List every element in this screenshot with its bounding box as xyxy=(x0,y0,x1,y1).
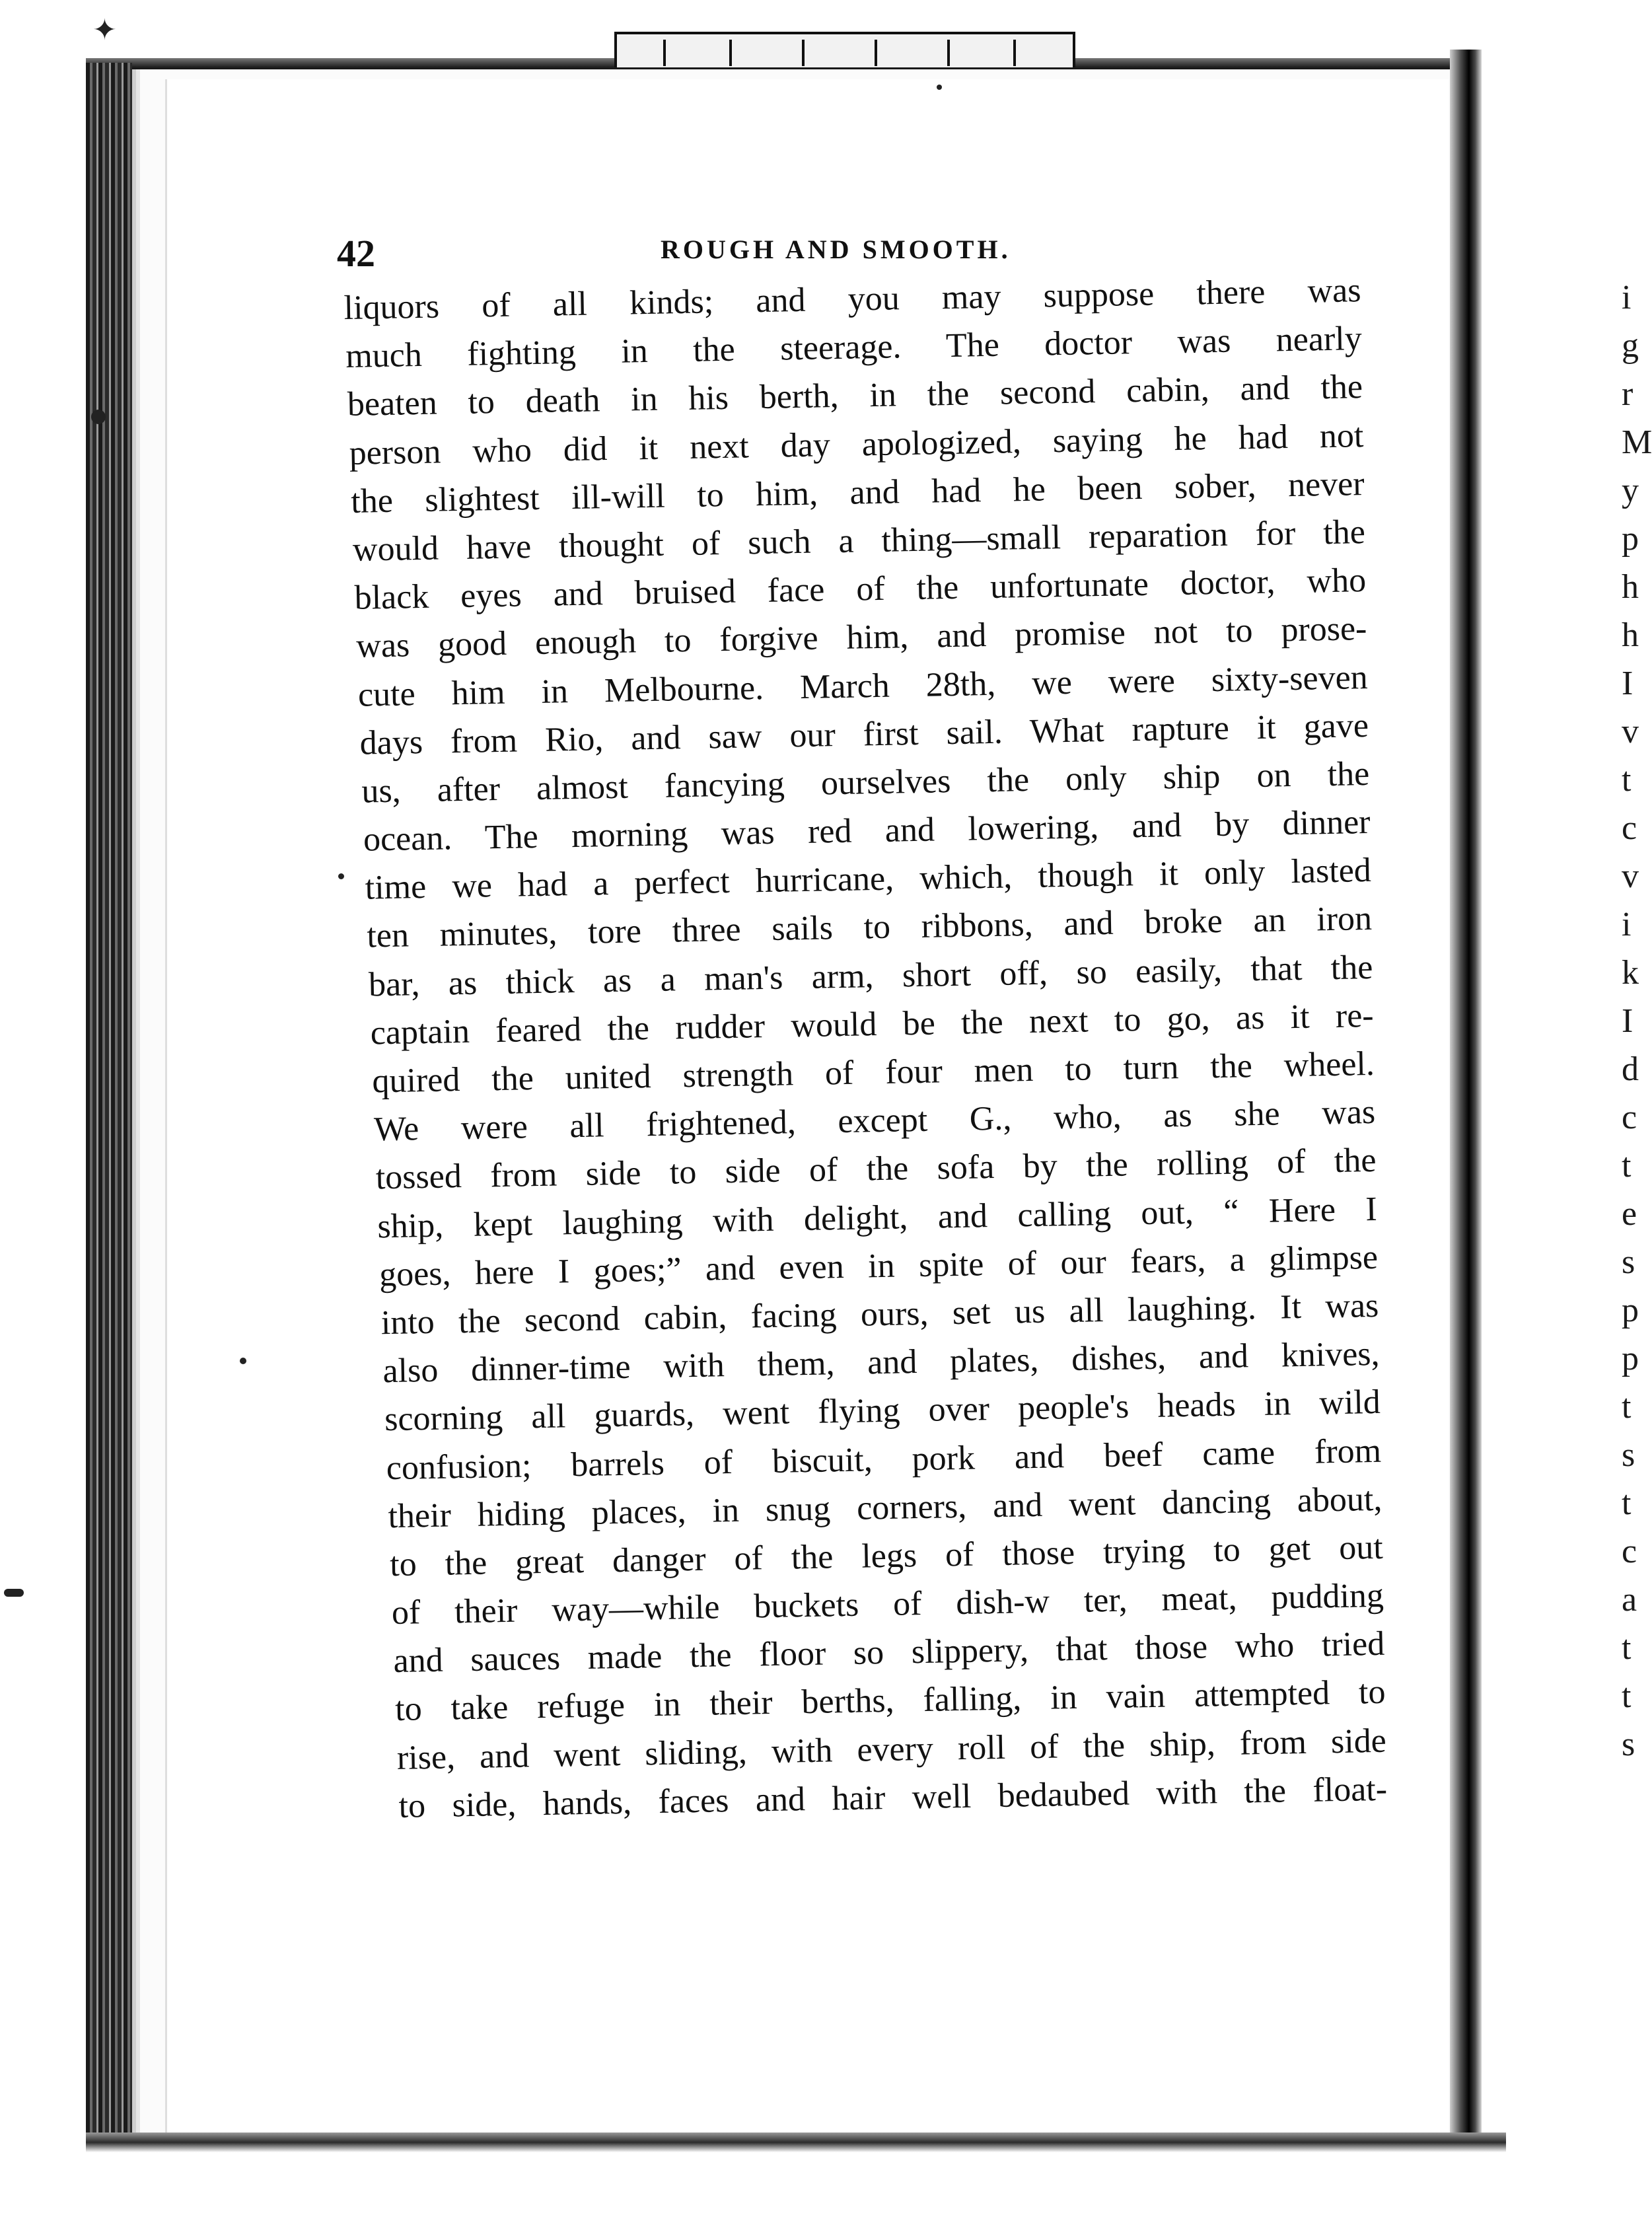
facing-page-fragment: c xyxy=(1622,809,1637,847)
facing-page-fragment: i xyxy=(1622,906,1632,943)
text-line: goes, here I goes;” and even in spite of our fears, a glimpse xyxy=(378,1238,1379,1294)
text-line: to the great danger of the legs of those trying to get out xyxy=(389,1528,1384,1584)
text-line: time we had a perfect hurricane, which, though it only lasted xyxy=(365,852,1372,907)
facing-page-fragment: y xyxy=(1622,472,1639,509)
body-text xyxy=(343,266,1388,1831)
text-line: much fighting in the steerage. The doctor was nearly xyxy=(345,320,1363,376)
facing-page-fragment: t xyxy=(1622,1147,1632,1185)
facing-page-fragment: h xyxy=(1622,568,1639,606)
facing-page-fragment: k xyxy=(1622,954,1639,992)
text-line: confusion; barrels of biscuit, pork and beef came from xyxy=(386,1432,1382,1487)
text-line: us, after almost fancying ourselves the only ship on the xyxy=(361,754,1370,811)
text-line: would have thought of such a thing—small reparation for the xyxy=(352,513,1366,569)
text-line: was good enough to forgive him, and promise not to prose- xyxy=(355,610,1367,666)
text-line: tossed from side to side of the sofa by the rolling of the xyxy=(375,1142,1377,1197)
facing-page-fragment: M xyxy=(1622,423,1652,461)
facing-page-fragment: I xyxy=(1622,665,1634,702)
text-line: ship, kept laughing with delight, and calling out, “ Here I xyxy=(377,1190,1378,1245)
facing-page-fragment: e xyxy=(1622,1195,1637,1233)
facing-page-fragment: t xyxy=(1622,1484,1632,1522)
ink-speck xyxy=(338,873,344,879)
text-line: rise, and went sliding, with every roll of the ship, from side xyxy=(396,1722,1387,1777)
facing-page-fragment: v xyxy=(1622,857,1639,895)
facing-page-fragment: p xyxy=(1622,1340,1639,1377)
text-line: quired the united strength of four men to turn the wheel. xyxy=(371,1044,1375,1101)
tab-tick xyxy=(1013,40,1016,66)
text-line: bar, as thick as a man's arm, short off, so easily, that the xyxy=(368,948,1373,1004)
tab-strip xyxy=(614,32,1075,67)
text-line: ocean. The morning was red and lowering, and by dinner xyxy=(363,803,1371,859)
facing-page-fragment: t xyxy=(1622,1677,1632,1715)
corner-speck-icon: ✦ xyxy=(92,13,117,47)
running-head-title: ROUGH AND SMOOTH. xyxy=(661,235,1011,264)
facing-page-fragment: h xyxy=(1622,616,1639,654)
text-line: beaten to death in his berth, in the second cabin, and the xyxy=(347,368,1363,424)
tab-tick xyxy=(663,40,666,66)
facing-page-fragment: c xyxy=(1622,1099,1637,1136)
text-line: scorning all guards, went flying over people's heads in wild xyxy=(384,1383,1381,1439)
facing-page-fragment: v xyxy=(1622,713,1639,750)
text-line: of their way—while buckets of dish-w ter, meat, pudding xyxy=(391,1576,1384,1632)
facing-page-fragment: t xyxy=(1622,1388,1632,1426)
facing-page-fragment: t xyxy=(1622,1629,1632,1667)
text-line: to take refuge in their berths, falling, in vain attempted to xyxy=(394,1673,1386,1729)
book-page-edges xyxy=(86,63,132,2137)
tab-tick xyxy=(947,40,950,66)
tab-tick xyxy=(802,40,805,66)
facing-page-fragment: p xyxy=(1622,520,1639,558)
text-line: to side, hands, faces and hair well bedaubed with the float- xyxy=(398,1770,1388,1825)
text-line: also dinner-time with them, and plates, dishes, and knives, xyxy=(382,1335,1381,1391)
facing-page-fragment: c xyxy=(1622,1533,1637,1570)
facing-page xyxy=(1482,53,1638,2134)
text-line: liquors of all kinds; and you may suppose there was xyxy=(343,272,1361,327)
facing-page-fragment: s xyxy=(1622,1726,1635,1763)
text-line: person who did it next day apologized, saying he had not xyxy=(349,416,1364,472)
facing-page-fragment: a xyxy=(1622,1581,1637,1619)
text-line: cute him in Melbourne. March 28th, we were sixty-seven xyxy=(357,658,1369,714)
bottom-shadow xyxy=(86,2133,1506,2152)
ink-speck xyxy=(4,1589,24,1597)
ink-speck xyxy=(240,1358,246,1364)
tab-tick xyxy=(875,40,877,66)
facing-page-fragment: r xyxy=(1622,375,1634,413)
page-number: 42 xyxy=(337,232,375,275)
facing-page-fragment: t xyxy=(1622,761,1632,799)
text-line: black eyes and bruised face of the unfortunate doctor, who xyxy=(354,562,1367,617)
text-line: and sauces made the floor so slippery, that those who tried xyxy=(393,1625,1385,1681)
facing-page-fragment: i xyxy=(1622,279,1632,316)
text-line: ten minutes, tore three sails to ribbons, and broke an iron xyxy=(366,900,1373,955)
facing-page-fragment: g xyxy=(1622,327,1639,365)
ink-speck xyxy=(91,410,106,424)
tab-tick xyxy=(729,40,732,66)
gutter-shadow xyxy=(1450,50,1482,2137)
text-line: their hiding places, in snug corners, and went dancing about, xyxy=(388,1480,1383,1535)
facing-page-fragment: s xyxy=(1622,1436,1635,1474)
text-line: the slightest ill-will to him, and had he been sober, never xyxy=(350,464,1365,521)
text-line: into the second cabin, facing ours, set us all laughing. It was xyxy=(380,1286,1379,1342)
text-line: captain feared the rudder would be the next to go, as it re- xyxy=(370,996,1375,1052)
text-line: days from Rio, and saw our first sail. What rapture it gave xyxy=(359,706,1369,762)
facing-page-fragment: d xyxy=(1622,1050,1639,1088)
ink-speck xyxy=(937,85,942,90)
text-line: We were all frightened, except G., who, as she was xyxy=(373,1093,1376,1149)
facing-page-fragment: s xyxy=(1622,1243,1635,1281)
facing-page-fragment: I xyxy=(1622,1002,1634,1040)
facing-page-fragment: p xyxy=(1622,1292,1639,1329)
